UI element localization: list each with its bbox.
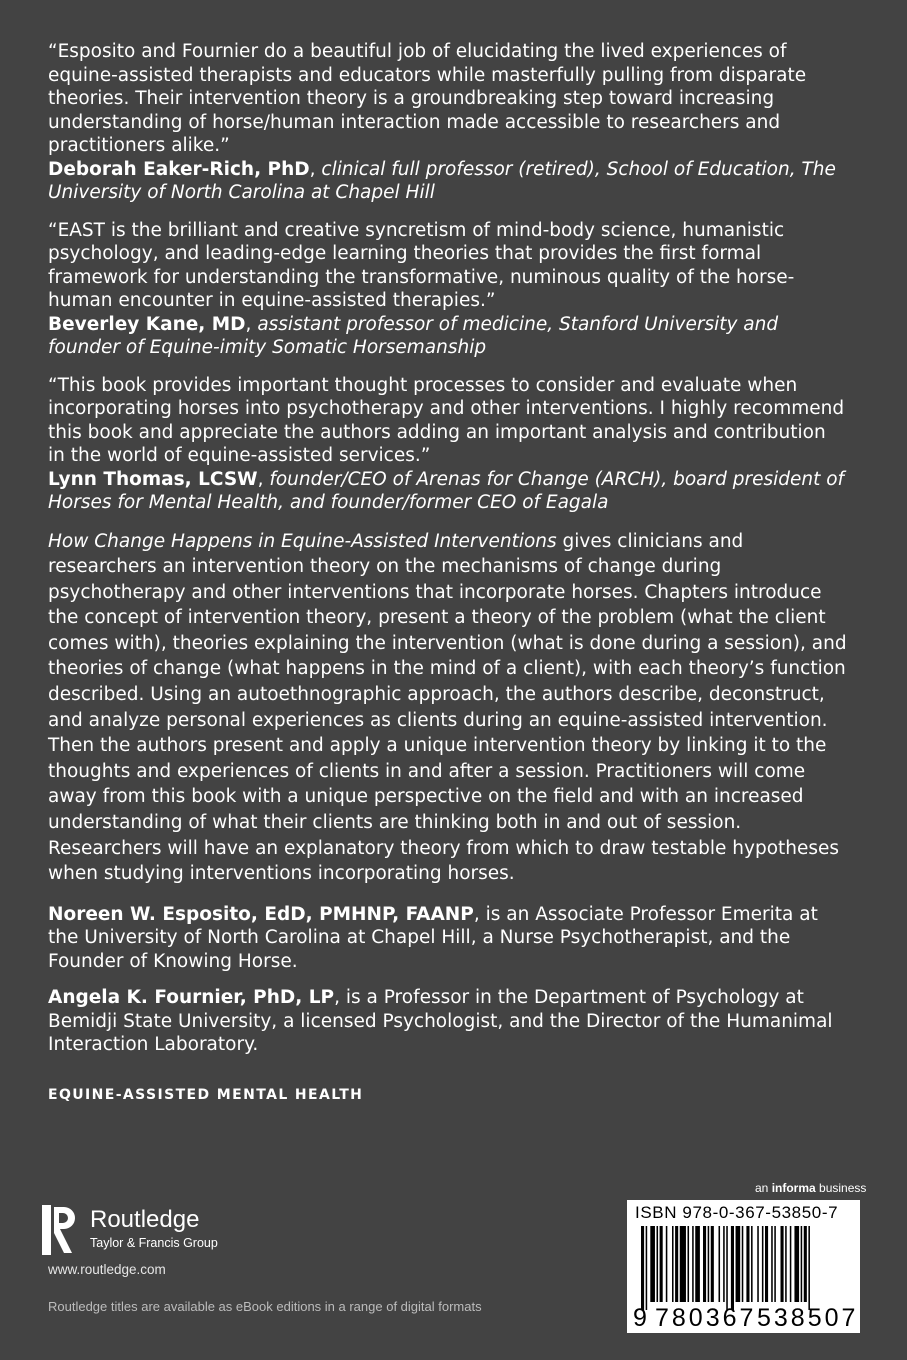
barcode-bar — [751, 1226, 753, 1302]
barcode-bar — [680, 1226, 686, 1302]
series-title: EQUINE-ASSISTED MENTAL HEALTH — [48, 1086, 364, 1103]
isbn-barcode — [627, 1200, 860, 1333]
author-bio-paragraph — [48, 903, 848, 974]
barcode-bar — [641, 1226, 644, 1310]
publisher-website[interactable]: www.routledge.com — [48, 1262, 166, 1277]
author-bio-2 — [48, 986, 848, 1057]
endorsement-3 — [48, 374, 848, 515]
endorsement-attribution: Beverley Kane, MD, assistant professor of medicine, Stanford University and founder of Equine-imity Somatic Horsemanship — [48, 313, 779, 358]
barcode-digits-left: 780367 — [655, 1304, 757, 1332]
endorser-name: Beverley Kane, MD — [48, 313, 246, 335]
routledge-r-icon — [42, 1205, 80, 1255]
author-bio-text: , is an Associate Professor Emerita at the University of North Carolina at Chapel Hill, a Nurse Psychotherapist, and the Founder of Knowing Horse. — [48, 903, 818, 972]
endorsement-text: “This book provides important thought processes to consider and evaluate when incorporating horses into psychotherapy and other interventions. I highly recommend this book and appreciate the authors adding an important analysis and contribution in the world of equine-assisted services.” — [48, 374, 845, 466]
barcode-bar — [804, 1226, 807, 1302]
endorsement-text: “Esposito and Fournier do a beautiful job of elucidating the lived experiences of equine-assisted therapists and educators while masterfully pulling from disparate theories. Their intervention theory is a groundbreaking step toward increasing understanding of horse/human interaction made accessible to researchers and practitioners alike.” — [48, 41, 807, 156]
routledge-logo — [42, 1205, 262, 1255]
barcode-bar — [736, 1226, 741, 1302]
barcode-bar — [794, 1226, 799, 1302]
author-name: Angela K. Fournier, PhD, LP — [48, 987, 335, 1009]
endorser-title: clinical full professor (retired), School of Education, The University of North Carolina at Chapel Hill — [48, 158, 836, 203]
barcode-bar — [808, 1226, 810, 1310]
barcode-bar — [675, 1226, 678, 1302]
barcode-bar — [708, 1226, 710, 1302]
back-cover-content — [48, 40, 848, 1103]
barcode-bar — [801, 1226, 803, 1302]
endorser-name: Deborah Eaker-Rich, PhD — [48, 158, 310, 180]
barcode-bar — [723, 1226, 725, 1302]
barcode-bar — [746, 1226, 749, 1302]
barcode-bar — [695, 1226, 700, 1302]
barcode-bar — [765, 1226, 768, 1302]
barcode-bar — [646, 1226, 648, 1310]
barcode-bar — [657, 1226, 659, 1302]
endorsement-attribution: Lynn Thomas, LCSW, founder/CEO of Arenas for Change (ARCH), board president of Horses for Mental Health, and founder/former CEO of Eagala — [48, 468, 845, 513]
endorser-name: Lynn Thomas, LCSW — [48, 468, 258, 490]
barcode-bar — [781, 1226, 784, 1302]
endorsement-1 — [48, 40, 848, 205]
description-body: gives clinicians and researchers an intervention theory on the mechanisms of change during psychotherapy and other interventions that incorporate horses. Chapters introduce the concept of intervention theory, present a theory of the problem (what the client comes with), theories explaining the intervention (what is done during a session), and theories of change (what happens in the mind of a client), with each theory’s function described. Using an autoethnographic approach, the authors describe, deconstruct, and analyze personal experiences as clients during an equine-assisted intervention. Then the authors present and apply a unique intervention theory by linking it to the thoughts and experiences of clients in and after a session. Practitioners will come away from this book with a unique perspective on the field and with an increased understanding of what their clients are thinking both in and out of session. Researchers will have an explanatory theory from which to draw testable hypotheses when studying interventions incorporating horses. — [48, 530, 847, 885]
book-title: How Change Happens in Equine-Assisted Interventions — [48, 530, 557, 552]
book-description — [48, 529, 848, 887]
barcode-bar — [757, 1226, 759, 1302]
endorsement-text: “EAST is the brilliant and creative syncretism of mind-body science, humanistic psychology, and leading-edge learning theories that provides the first formal framework for understanding the transformative, numinous quality of the horse-human encounter in equine-assisted therapies.” — [48, 219, 795, 311]
informa-word: informa — [771, 1181, 816, 1195]
informa-prefix: an — [755, 1181, 772, 1195]
barcode-bar — [726, 1226, 728, 1310]
author-bio-text: , is a Professor in the Department of Psychology at Bemidji State University, a licensed Psychologist, and the Director of the Humanimal Interaction Laboratory. — [48, 987, 833, 1056]
barcode-bar — [666, 1226, 668, 1302]
barcode-bar — [692, 1226, 694, 1302]
endorsement-attribution: Deborah Eaker-Rich, PhD, clinical full professor (retired), School of Education, The University of North Carolina at Chapel Hill — [48, 158, 836, 203]
barcode-bar — [785, 1226, 787, 1302]
publisher-name: Routledge — [90, 1206, 200, 1233]
barcode-bar — [762, 1226, 764, 1302]
barcode-digits-right: 538507 — [757, 1304, 859, 1332]
description-paragraph — [48, 529, 848, 887]
barcode-bar — [688, 1226, 690, 1302]
author-name: Noreen W. Esposito, EdD, PMHNP, FAANP — [48, 903, 474, 925]
author-bio-paragraph — [48, 986, 848, 1057]
barcode-bar — [742, 1226, 744, 1302]
barcode-bar — [650, 1226, 655, 1302]
informa-suffix: business — [815, 1181, 867, 1195]
barcode-bar — [660, 1226, 663, 1302]
publisher-group: Taylor & Francis Group — [90, 1236, 218, 1250]
barcode-bar — [774, 1226, 776, 1302]
ebook-note: Routledge titles are available as eBook editions in a range of digital formats — [48, 1299, 482, 1314]
barcode-bar — [790, 1226, 792, 1302]
barcode-digit-first: 9 — [633, 1304, 647, 1332]
isbn-label: ISBN 978-0-367-53850-7 — [635, 1203, 839, 1222]
barcode-bar — [703, 1226, 706, 1302]
barcode-bar — [672, 1226, 674, 1302]
barcode-bar — [711, 1226, 714, 1302]
barcode-bar — [731, 1226, 734, 1310]
barcode-bar — [771, 1226, 773, 1302]
informa-business-tag — [755, 1181, 866, 1195]
endorser-title: founder/CEO of Arenas for Change (ARCH), board president of Horses for Mental Health, and founder/former CEO of Eagala — [48, 468, 845, 513]
author-bio-1 — [48, 903, 848, 974]
endorsement-2 — [48, 219, 848, 360]
endorser-title: assistant professor of medicine, Stanford University and founder of Equine-imity Somatic Horsemanship — [48, 313, 779, 358]
barcode-bar — [719, 1226, 721, 1302]
